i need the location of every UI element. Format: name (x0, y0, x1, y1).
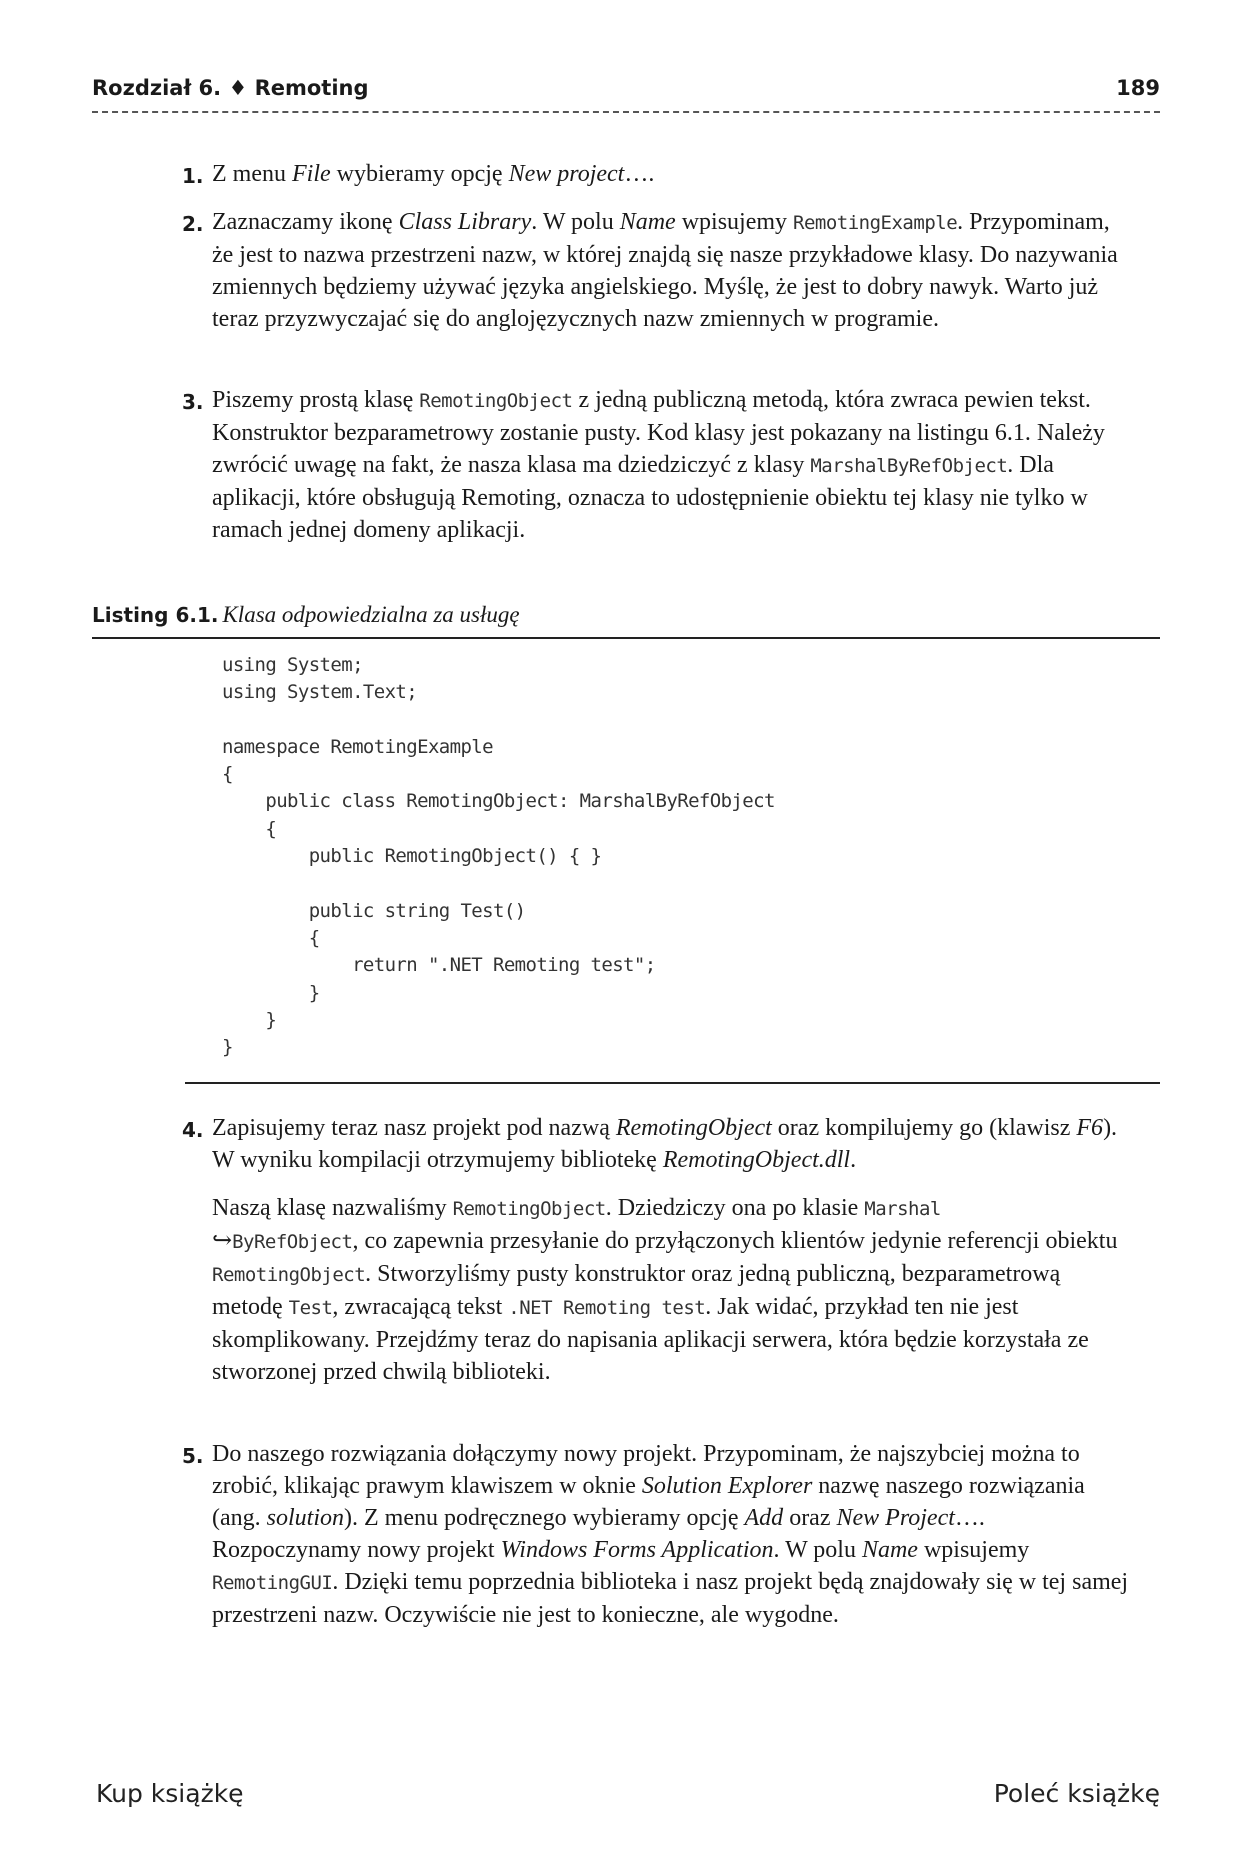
text-run: Zaznaczamy ikonę (212, 209, 399, 235)
text-run: ). Z menu podręcznego wybieramy opcję (344, 1505, 745, 1531)
step-text (212, 384, 1132, 546)
text-run: ). W wyniku kompilacji otrzymujemy bibliotekę (212, 1115, 1118, 1173)
text-run: wpisujemy (675, 209, 794, 235)
step-4-explanation (212, 1192, 1132, 1388)
inline-code: RemotingObject (452, 1198, 606, 1220)
inline-code: MarshalByRefObject (810, 455, 1008, 477)
header-rule (92, 111, 1160, 113)
text-run: . W polu (773, 1537, 862, 1563)
inline-code: RemotingObject (212, 1264, 366, 1286)
step-text (212, 1112, 1132, 1176)
text-run: . W polu (531, 209, 620, 235)
option-name: New Project (836, 1505, 955, 1531)
inline-code: Marshal (864, 1198, 941, 1220)
code-listing: using System; using System.Text; namespace RemotingExample { public class RemotingObject: MarshalByRefObject { public RemotingObject() { } public string Test() { return ".NET Remoting test"; } } } (222, 654, 775, 1059)
text-run: Zapisujemy teraz nasz projekt pod nazwą (212, 1115, 616, 1141)
inline-code: Test (288, 1297, 333, 1319)
inline-code: RemotingExample (793, 212, 958, 234)
text-run: z jedną publiczną metodą, która zwraca pewien tekst. Konstruktor bezparametrowy zostanie pusty. Kod klasy jest pokazany na listingu 6.1. Należy zwrócić uwagę na fakt, że nasza klasa ma dziedziczyć z klasy (212, 387, 1105, 478)
listing-label: Listing 6.1. (92, 603, 219, 627)
text-run: . (850, 1147, 857, 1173)
buy-book-link[interactable]: Kup książkę (96, 1779, 244, 1808)
inline-code: RemotingObject (419, 390, 573, 412)
listing-title: Klasa odpowiedzialna za usługę (222, 602, 520, 627)
icon-name: Class Library (398, 209, 532, 235)
running-head (92, 76, 1160, 106)
step-number: 4. (182, 1118, 204, 1142)
page-number: 189 (1116, 76, 1160, 100)
step-5 (182, 1438, 1132, 1631)
text-run: . Jak widać, przykład ten nie jest skomplikowany. Przejdźmy teraz do napisania aplikacji serwera, która będzie korzystała ze stworzonej przed chwilą biblioteki. (212, 1294, 1089, 1385)
english-term: solution (266, 1505, 344, 1531)
inline-code: ByRefObject (232, 1231, 353, 1253)
paragraph (212, 1192, 1132, 1388)
text-run: oraz kompilujemy go (klawisz (771, 1115, 1077, 1141)
step-4 (182, 1112, 1132, 1176)
text-run: . Stworzyliśmy pusty konstruktor oraz jedną publiczną, bezparametrową metodę (212, 1261, 1061, 1320)
text-run: . Dla aplikacji, które obsługują Remoting, oznacza to udostępnienie obiektu tej klasy nie tylko w ramach jednej domeny aplikacji. (212, 452, 1088, 543)
text-run: Piszemy prostą klasę (212, 387, 420, 413)
text-run: oraz (783, 1505, 837, 1531)
text-run: …. Rozpoczynamy nowy projekt (212, 1505, 985, 1563)
inline-code: .NET Remoting test (508, 1297, 706, 1319)
field-name: Name (619, 209, 676, 235)
line-continuation-arrow: ↪ (212, 1228, 233, 1254)
step-number: 1. (182, 164, 204, 188)
text-run: Naszą klasę nazwaliśmy (212, 1195, 453, 1221)
text-run: …. (624, 161, 655, 187)
project-type: Windows Forms Application (500, 1537, 774, 1563)
step-text (212, 158, 1132, 190)
field-name: Name (861, 1537, 918, 1563)
chapter-title: Rozdział 6. ♦ Remoting (92, 76, 369, 100)
text-run: nazwę naszego rozwiązania (ang. (212, 1473, 1085, 1531)
text-run: , co zapewnia przesyłanie do przyłączonych klientów jedynie referencji obiektu (352, 1228, 1118, 1254)
listing-top-rule (92, 637, 1160, 639)
text-run: Do naszego rozwiązania dołączymy nowy projekt. Przypominam, że najszybciej można to zrobić, klikając prawym klawiszem w oknie (212, 1441, 1080, 1499)
file-name: RemotingObject.dll (662, 1147, 851, 1173)
step-text (212, 206, 1132, 335)
step-1 (182, 158, 1132, 190)
text-run: Z menu (212, 161, 292, 187)
recommend-book-link[interactable]: Poleć książkę (993, 1779, 1160, 1808)
text-run: . Dzięki temu poprzednia biblioteka i nasz projekt będą znajdowały się w tej samej przestrzeni nazw. Oczywiście nie jest to konieczne, ale wygodne. (212, 1569, 1129, 1628)
window-name: Solution Explorer (641, 1473, 813, 1499)
key-name: F6 (1076, 1115, 1104, 1141)
option-name: New project (508, 161, 625, 187)
listing-bottom-rule (185, 1082, 1160, 1084)
text-run: . Dziedziczy ona po klasie (605, 1195, 865, 1221)
menu-name: File (291, 161, 331, 187)
step-number: 3. (182, 390, 204, 414)
step-text (212, 1438, 1132, 1631)
step-3 (182, 384, 1132, 546)
option-name: Add (744, 1505, 784, 1531)
step-2 (182, 206, 1132, 335)
step-number: 5. (182, 1444, 204, 1468)
listing-caption (92, 602, 1160, 628)
text-run: . Przypominam, że jest to nazwa przestrzeni nazw, w której znajdą się nasze przykładowe klasy. Do nazywania zmiennych będziemy używać języka angielskiego. Myślę, że jest to dobry nawyk. Warto już teraz przyzwyczajać się do anglojęzycznych nazw zmiennych w programie. (212, 209, 1118, 332)
project-name: RemotingObject (615, 1115, 772, 1141)
text-run: , zwracającą tekst (332, 1294, 509, 1320)
step-number: 2. (182, 212, 204, 236)
text-run: wybieramy opcję (330, 161, 509, 187)
inline-code: RemotingGUI (212, 1572, 333, 1594)
text-run: wpisujemy (917, 1537, 1030, 1563)
